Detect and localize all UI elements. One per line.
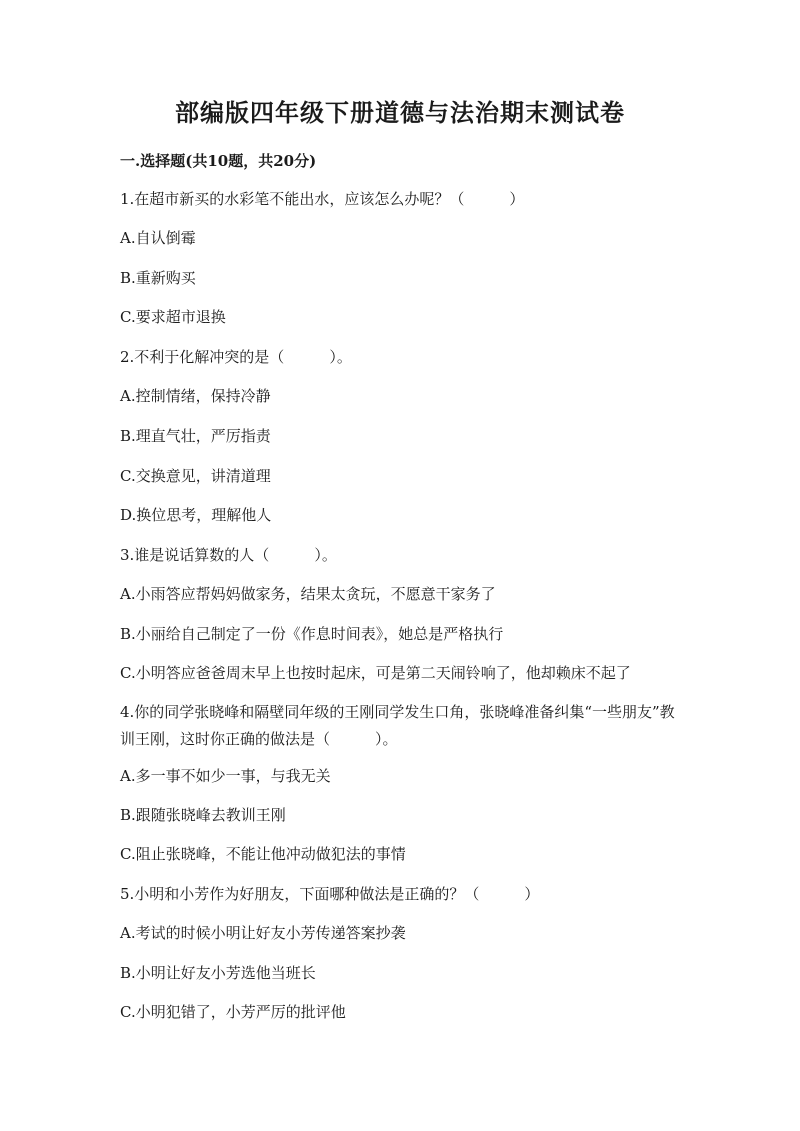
answer-option: B.理直气壮，严厉指责	[120, 427, 271, 445]
answer-option: A.多一事不如少一事，与我无关	[120, 767, 331, 785]
answer-option: B.跟随张晓峰去教训王刚	[120, 806, 286, 824]
answer-option: C.小明犯错了，小芳严厉的批评他	[120, 1003, 346, 1021]
answer-option: B.重新购买	[120, 269, 196, 287]
answer-option: A.自认倒霉	[120, 229, 196, 247]
answer-option: C.要求超市退换	[120, 308, 226, 326]
question-stem: 3.谁是说话算数的人（ ）。	[120, 546, 337, 564]
page-title: 部编版四年级下册道德与法治期末测试卷	[175, 98, 625, 127]
answer-option: D.换位思考，理解他人	[120, 506, 272, 524]
answer-option: C.交换意见，讲清道理	[120, 467, 271, 485]
answer-option: C.阻止张晓峰，不能让他冲动做犯法的事情	[120, 845, 406, 863]
question-stem: 1.在超市新买的水彩笔不能出水，应该怎么办呢？（ ）	[120, 190, 525, 208]
answer-option: B.小明让好友小芳选他当班长	[120, 964, 316, 982]
answer-option: B.小丽给自己制定了一份《作息时间表》，她总是严格执行	[120, 625, 504, 643]
question-stem: 4.你的同学张晓峰和隔壁同年级的王刚同学发生口角，张晓峰准备纠集“一些朋友”教训王刚，这时你正确的做法是（ ）。	[120, 703, 675, 748]
answer-option: A.小雨答应帮妈妈做家务，结果太贪玩，不愿意干家务了	[120, 585, 496, 603]
answer-option: A.控制情绪，保持冷静	[120, 387, 271, 405]
answer-option: A.考试的时候小明让好友小芳传递答案抄袭	[120, 924, 406, 942]
answer-option: C.小明答应爸爸周末早上也按时起床，可是第二天闹铃响了，他却赖床不起了	[120, 664, 631, 682]
question-stem: 5.小明和小芳作为好朋友，下面哪种做法是正确的？（ ）	[120, 885, 540, 903]
section-heading: 一.选择题(共10题，共20分)	[120, 152, 317, 170]
question-stem: 2.不利于化解冲突的是（ ）。	[120, 348, 352, 366]
